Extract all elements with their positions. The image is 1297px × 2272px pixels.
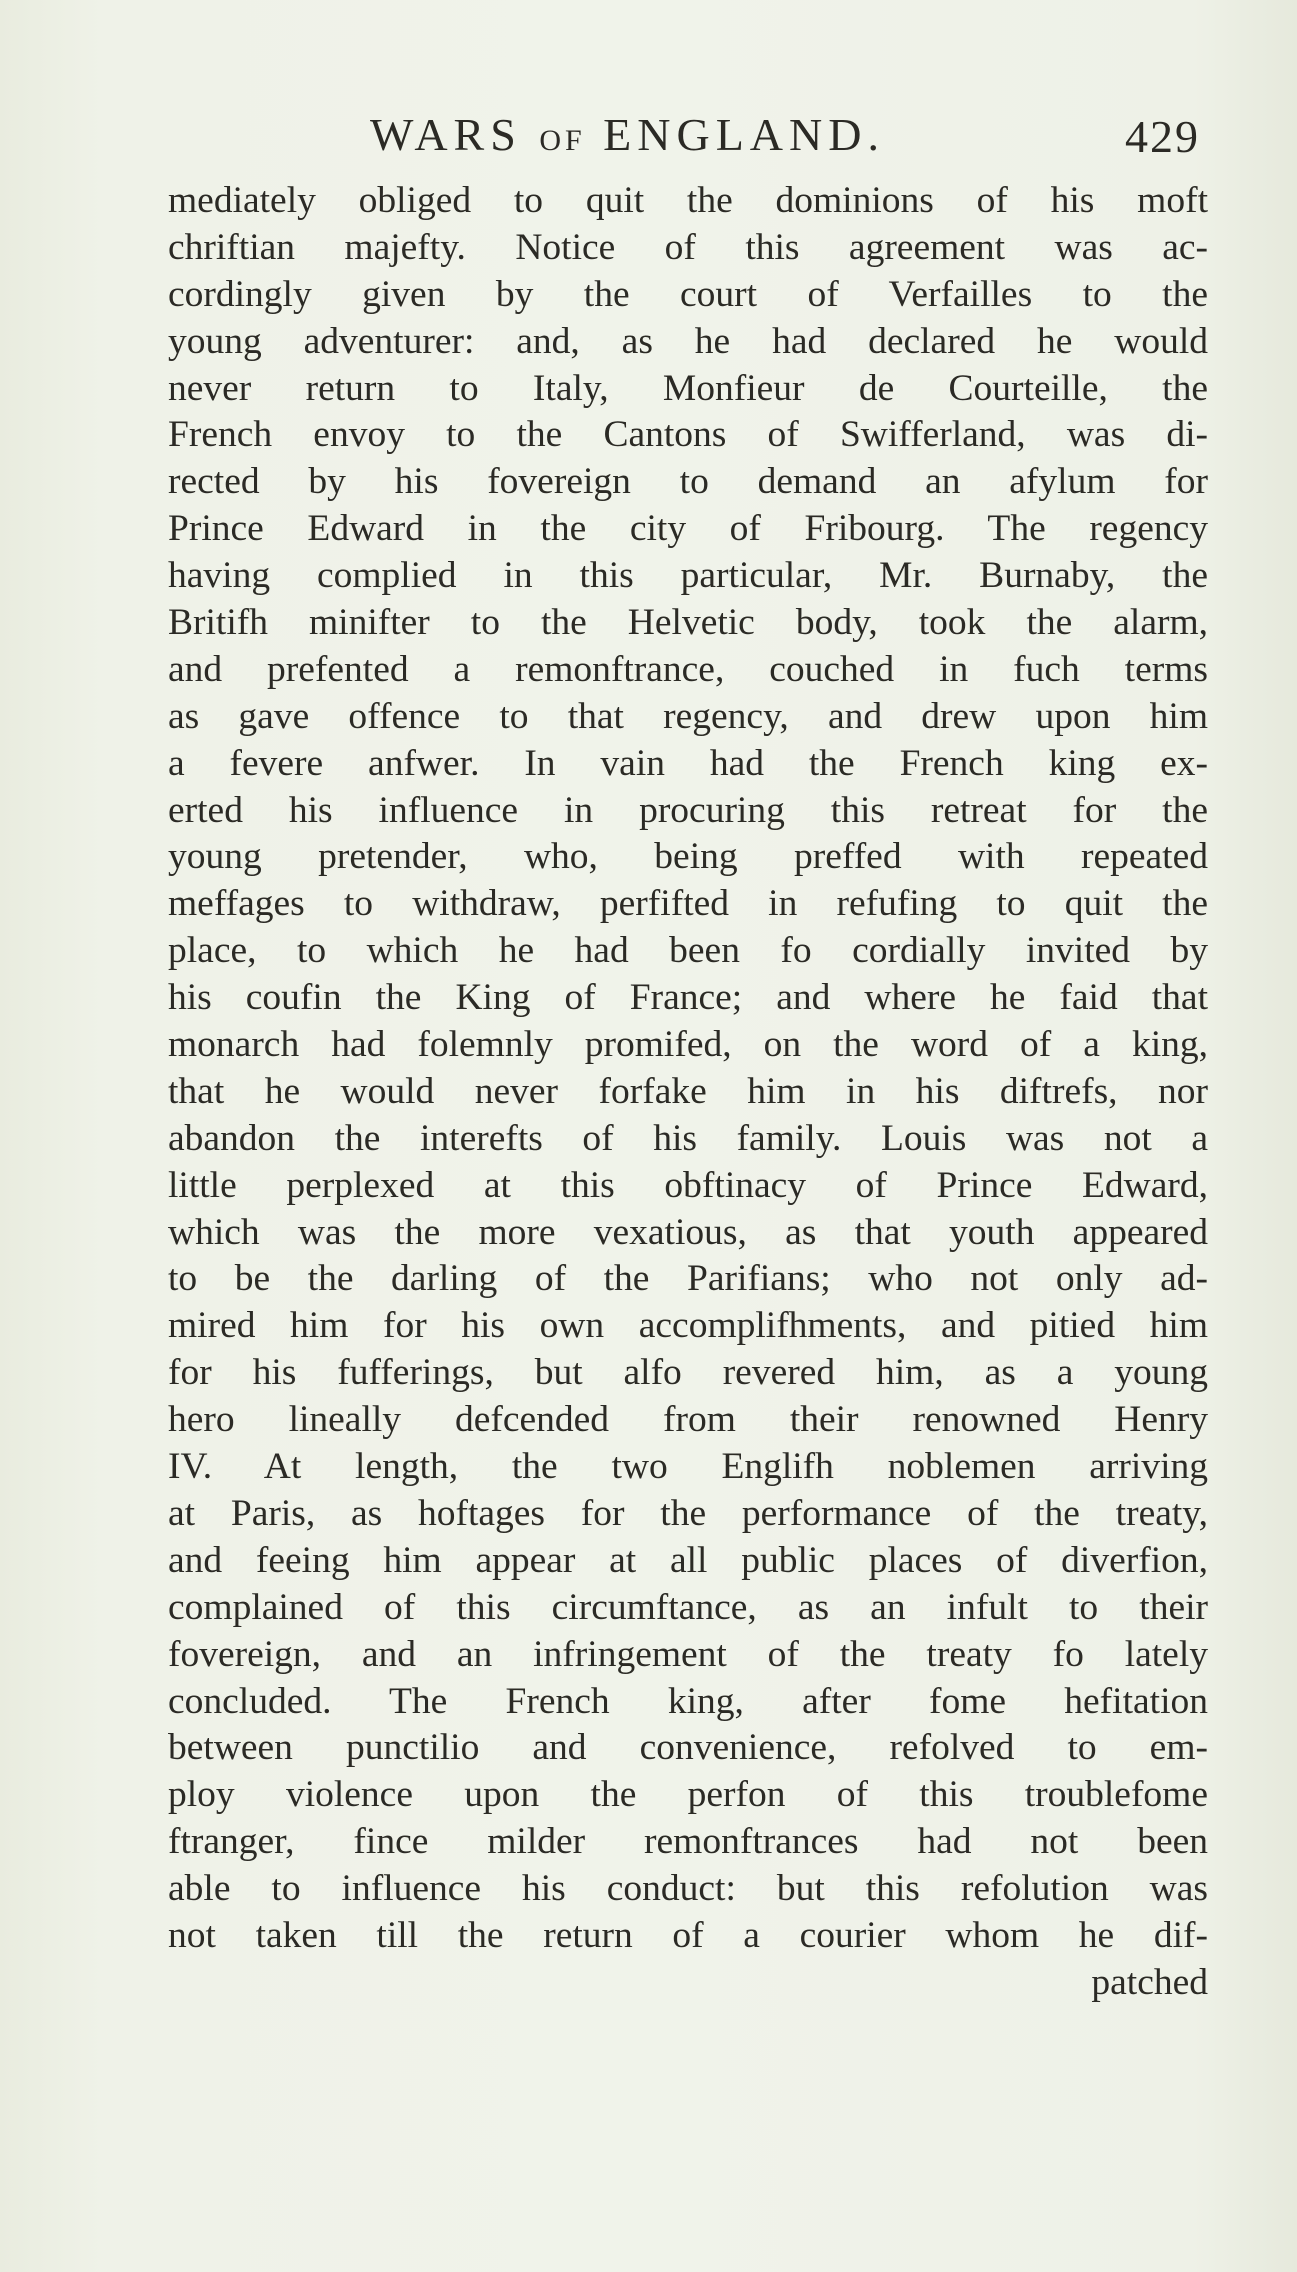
text-line: fovereign, and an infringement of the treaty fo lately	[168, 1633, 1208, 1675]
text-line: meffages to withdraw, perfifted in refufing to quit the	[168, 883, 1208, 925]
text-line: Britifh minifter to the Helvetic body, took the alarm,	[168, 602, 1208, 644]
text-line: never return to Italy, Monfieur de Courteille, the	[168, 367, 1208, 409]
text-line: that he would never forfake him in his diftrefs, nor	[168, 1070, 1208, 1112]
text-line: erted his influence in procuring this retreat for the	[168, 789, 1208, 831]
text-line: mired him for his own accomplifhments, and pitied him	[168, 1305, 1208, 1347]
text-line: little perplexed at this obftinacy of Prince Edward,	[168, 1164, 1208, 1206]
running-title-part2: ENGLAND.	[585, 109, 885, 160]
text-line: for his fufferings, but alfo revered him, as a young	[168, 1352, 1208, 1394]
text-line: Prince Edward in the city of Fribourg. The regency	[168, 508, 1208, 550]
text-line: to be the darling of the Parifians; who not only ad-	[168, 1258, 1208, 1300]
text-line: concluded. The French king, after fome hefitation	[168, 1680, 1208, 1722]
text-line: IV. At length, the two Englifh noblemen arriving	[168, 1446, 1208, 1488]
text-line: French envoy to the Cantons of Swifferland, was di-	[168, 414, 1208, 456]
text-line: young adventurer: and, as he had declared he would	[168, 320, 1208, 362]
running-title	[370, 108, 885, 161]
text-line: monarch had folemnly promifed, on the word of a king,	[168, 1024, 1208, 1066]
text-line: young pretender, who, being preffed with repeated	[168, 836, 1208, 878]
text-line: as gave offence to that regency, and drew upon him	[168, 695, 1208, 737]
text-line: and prefented a remonftrance, couched in fuch terms	[168, 648, 1208, 690]
text-line: his coufin the King of France; and where he faid that	[168, 977, 1208, 1019]
text-line: between punctilio and convenience, refolved to em-	[168, 1727, 1208, 1769]
page-number: 429	[1125, 111, 1200, 162]
text-line: cordingly given by the court of Verfailles to the	[168, 273, 1208, 315]
text-line: not taken till the return of a courier whom he dif-	[168, 1914, 1208, 1956]
text-line: which was the more vexatious, as that youth appeared	[168, 1211, 1208, 1253]
text-line: ftranger, fince milder remonftrances had not been	[168, 1821, 1208, 1863]
text-line: place, to which he had been fo cordially invited by	[168, 930, 1208, 972]
running-head	[370, 108, 1230, 168]
text-line: complained of this circumftance, as an infult to their	[168, 1586, 1208, 1628]
running-title-part1: WARS	[370, 109, 540, 160]
text-line: and feeing him appear at all public places of diverfion,	[168, 1539, 1208, 1581]
text-line: at Paris, as hoftages for the performance of the treaty,	[168, 1492, 1208, 1534]
text-line: hero lineally defcended from their renowned Henry	[168, 1399, 1208, 1441]
text-line: rected by his fovereign to demand an afylum for	[168, 461, 1208, 503]
body-text	[168, 178, 1208, 2007]
text-line: mediately obliged to quit the dominions of his moft	[168, 180, 1208, 221]
text-line: ploy violence upon the perfon of this troublefome	[168, 1774, 1208, 1816]
text-line: abandon the interefts of his family. Louis was not a	[168, 1117, 1208, 1159]
text-line: able to influence his conduct: but this refolution was	[168, 1868, 1208, 1910]
text-line: chriftian majefty. Notice of this agreement was ac-	[168, 226, 1208, 268]
text-line: a fevere anfwer. In vain had the French king ex-	[168, 742, 1208, 784]
text-line: having complied in this particular, Mr. Burnaby, the	[168, 555, 1208, 597]
catchword: patched	[1091, 1961, 1208, 2003]
running-title-of: OF	[539, 124, 586, 157]
